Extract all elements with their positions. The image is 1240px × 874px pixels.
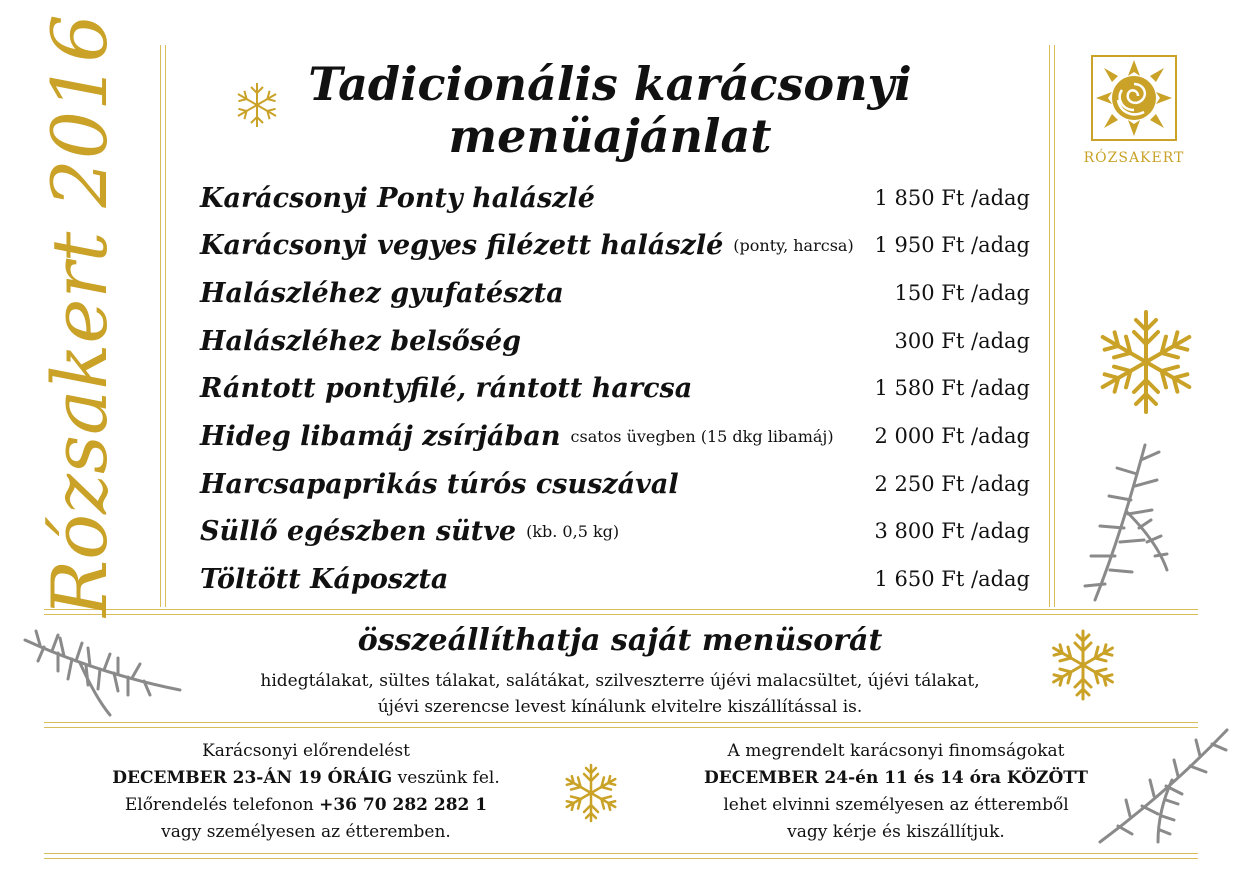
menu-item [200, 319, 1030, 363]
right-divider [1049, 45, 1055, 607]
divider-middle [44, 722, 1198, 728]
menu-item [200, 557, 1030, 601]
menu-item-price: 2 000 Ft /adag [874, 424, 1030, 448]
preorder-line2 [56, 765, 556, 792]
snowflake-icon [1092, 308, 1200, 416]
menu-item-price: 3 800 Ft /adag [874, 519, 1030, 543]
menu-item-price: 1 580 Ft /adag [874, 376, 1030, 400]
preorder-info [56, 738, 556, 846]
pine-branch-icon [1075, 440, 1175, 605]
divider-bottom [44, 853, 1198, 859]
menu-item-name: Karácsonyi Ponty halászlé [200, 182, 595, 214]
menu-heading-line1: Tadicionális karácsonyi [308, 57, 912, 111]
divider-top [44, 609, 1198, 615]
compose-line1: hidegtálakat, sültes tálakat, salátákat, szilveszterre újévi malacsültet, újévi tálakat, [260, 671, 980, 691]
pickup-line4: vagy kérje és kiszállítjuk. [787, 822, 1005, 842]
menu-item-note: (ponty, harcsa) [733, 235, 854, 255]
menu-item [200, 271, 1030, 315]
preorder-line2-rest: veszünk fel. [392, 768, 500, 788]
menu-item-price: 1 950 Ft /adag [874, 233, 1030, 257]
rose-icon [1086, 50, 1182, 146]
menu-item-note: csatos üvegben (15 dkg libamáj) [570, 426, 834, 446]
left-divider [160, 45, 166, 607]
snowflake-icon [232, 80, 282, 130]
menu-item [200, 176, 1030, 220]
pickup-line2 [646, 765, 1146, 792]
menu-item [200, 414, 1030, 458]
menu-item-name: Hideg libamáj zsírjában [200, 420, 561, 452]
preorder-date: DECEMBER 23-ÁN 19 ÓRÁIG [112, 768, 393, 788]
pine-branch-icon [20, 625, 185, 720]
snowflake-icon [560, 762, 622, 824]
preorder-phone-label: Előrendelés telefonon [124, 795, 320, 815]
pickup-info [646, 738, 1146, 846]
compose-line2: újévi szerencse levest kínálunk elvitelre kiszállítással is. [377, 697, 863, 717]
snowflake-icon [1046, 628, 1120, 702]
menu-item [200, 223, 1030, 267]
logo [1075, 50, 1193, 166]
menu-item-name: Karácsonyi vegyes filézett halászlé [200, 229, 724, 261]
menu-item-note: (kb. 0,5 kg) [526, 521, 620, 541]
menu-item-price: 1 850 Ft /adag [874, 186, 1030, 210]
pickup-line3: lehet elvinni személyesen az étteremből [723, 795, 1069, 815]
menu-item-name: Harcsapaprikás túrós csuszával [200, 468, 679, 500]
menu-item-price: 300 Ft /adag [894, 329, 1030, 353]
menu-item [200, 509, 1030, 553]
menu-item-name: Halászléhez belsőség [200, 325, 522, 357]
menu-item-name: Halászléhez gyufatészta [200, 277, 564, 309]
preorder-line3 [56, 792, 556, 819]
pickup-date: DECEMBER 24-én 11 és 14 óra KÖZÖTT [704, 768, 1088, 788]
preorder-line1: Karácsonyi előrendelést [202, 741, 410, 761]
pickup-line1: A megrendelt karácsonyi finomságokat [727, 741, 1065, 761]
preorder-line4: vagy személyesen az étteremben. [161, 822, 451, 842]
menu-item-price: 150 Ft /adag [894, 281, 1030, 305]
menu-item-name: Töltött Káposzta [200, 563, 449, 595]
menu-item [200, 366, 1030, 410]
menu-item-price: 1 650 Ft /adag [874, 567, 1030, 591]
menu-item-name: Süllő egészben sütve [200, 515, 517, 547]
menu-item-name: Rántott pontyfilé, rántott harcsa [200, 372, 693, 404]
menu-heading-line2: menüajánlat [448, 109, 772, 163]
logo-text: RÓZSAKERT [1083, 150, 1185, 166]
menu-item [200, 462, 1030, 506]
menu-item-price: 2 250 Ft /adag [874, 472, 1030, 496]
side-title: Rózsakert 2016 [35, 14, 124, 617]
pine-branch-icon [1092, 722, 1232, 850]
preorder-phone: +36 70 282 282 1 [319, 795, 488, 815]
compose-title: összeállíthatja saját menüsorát [357, 623, 883, 658]
